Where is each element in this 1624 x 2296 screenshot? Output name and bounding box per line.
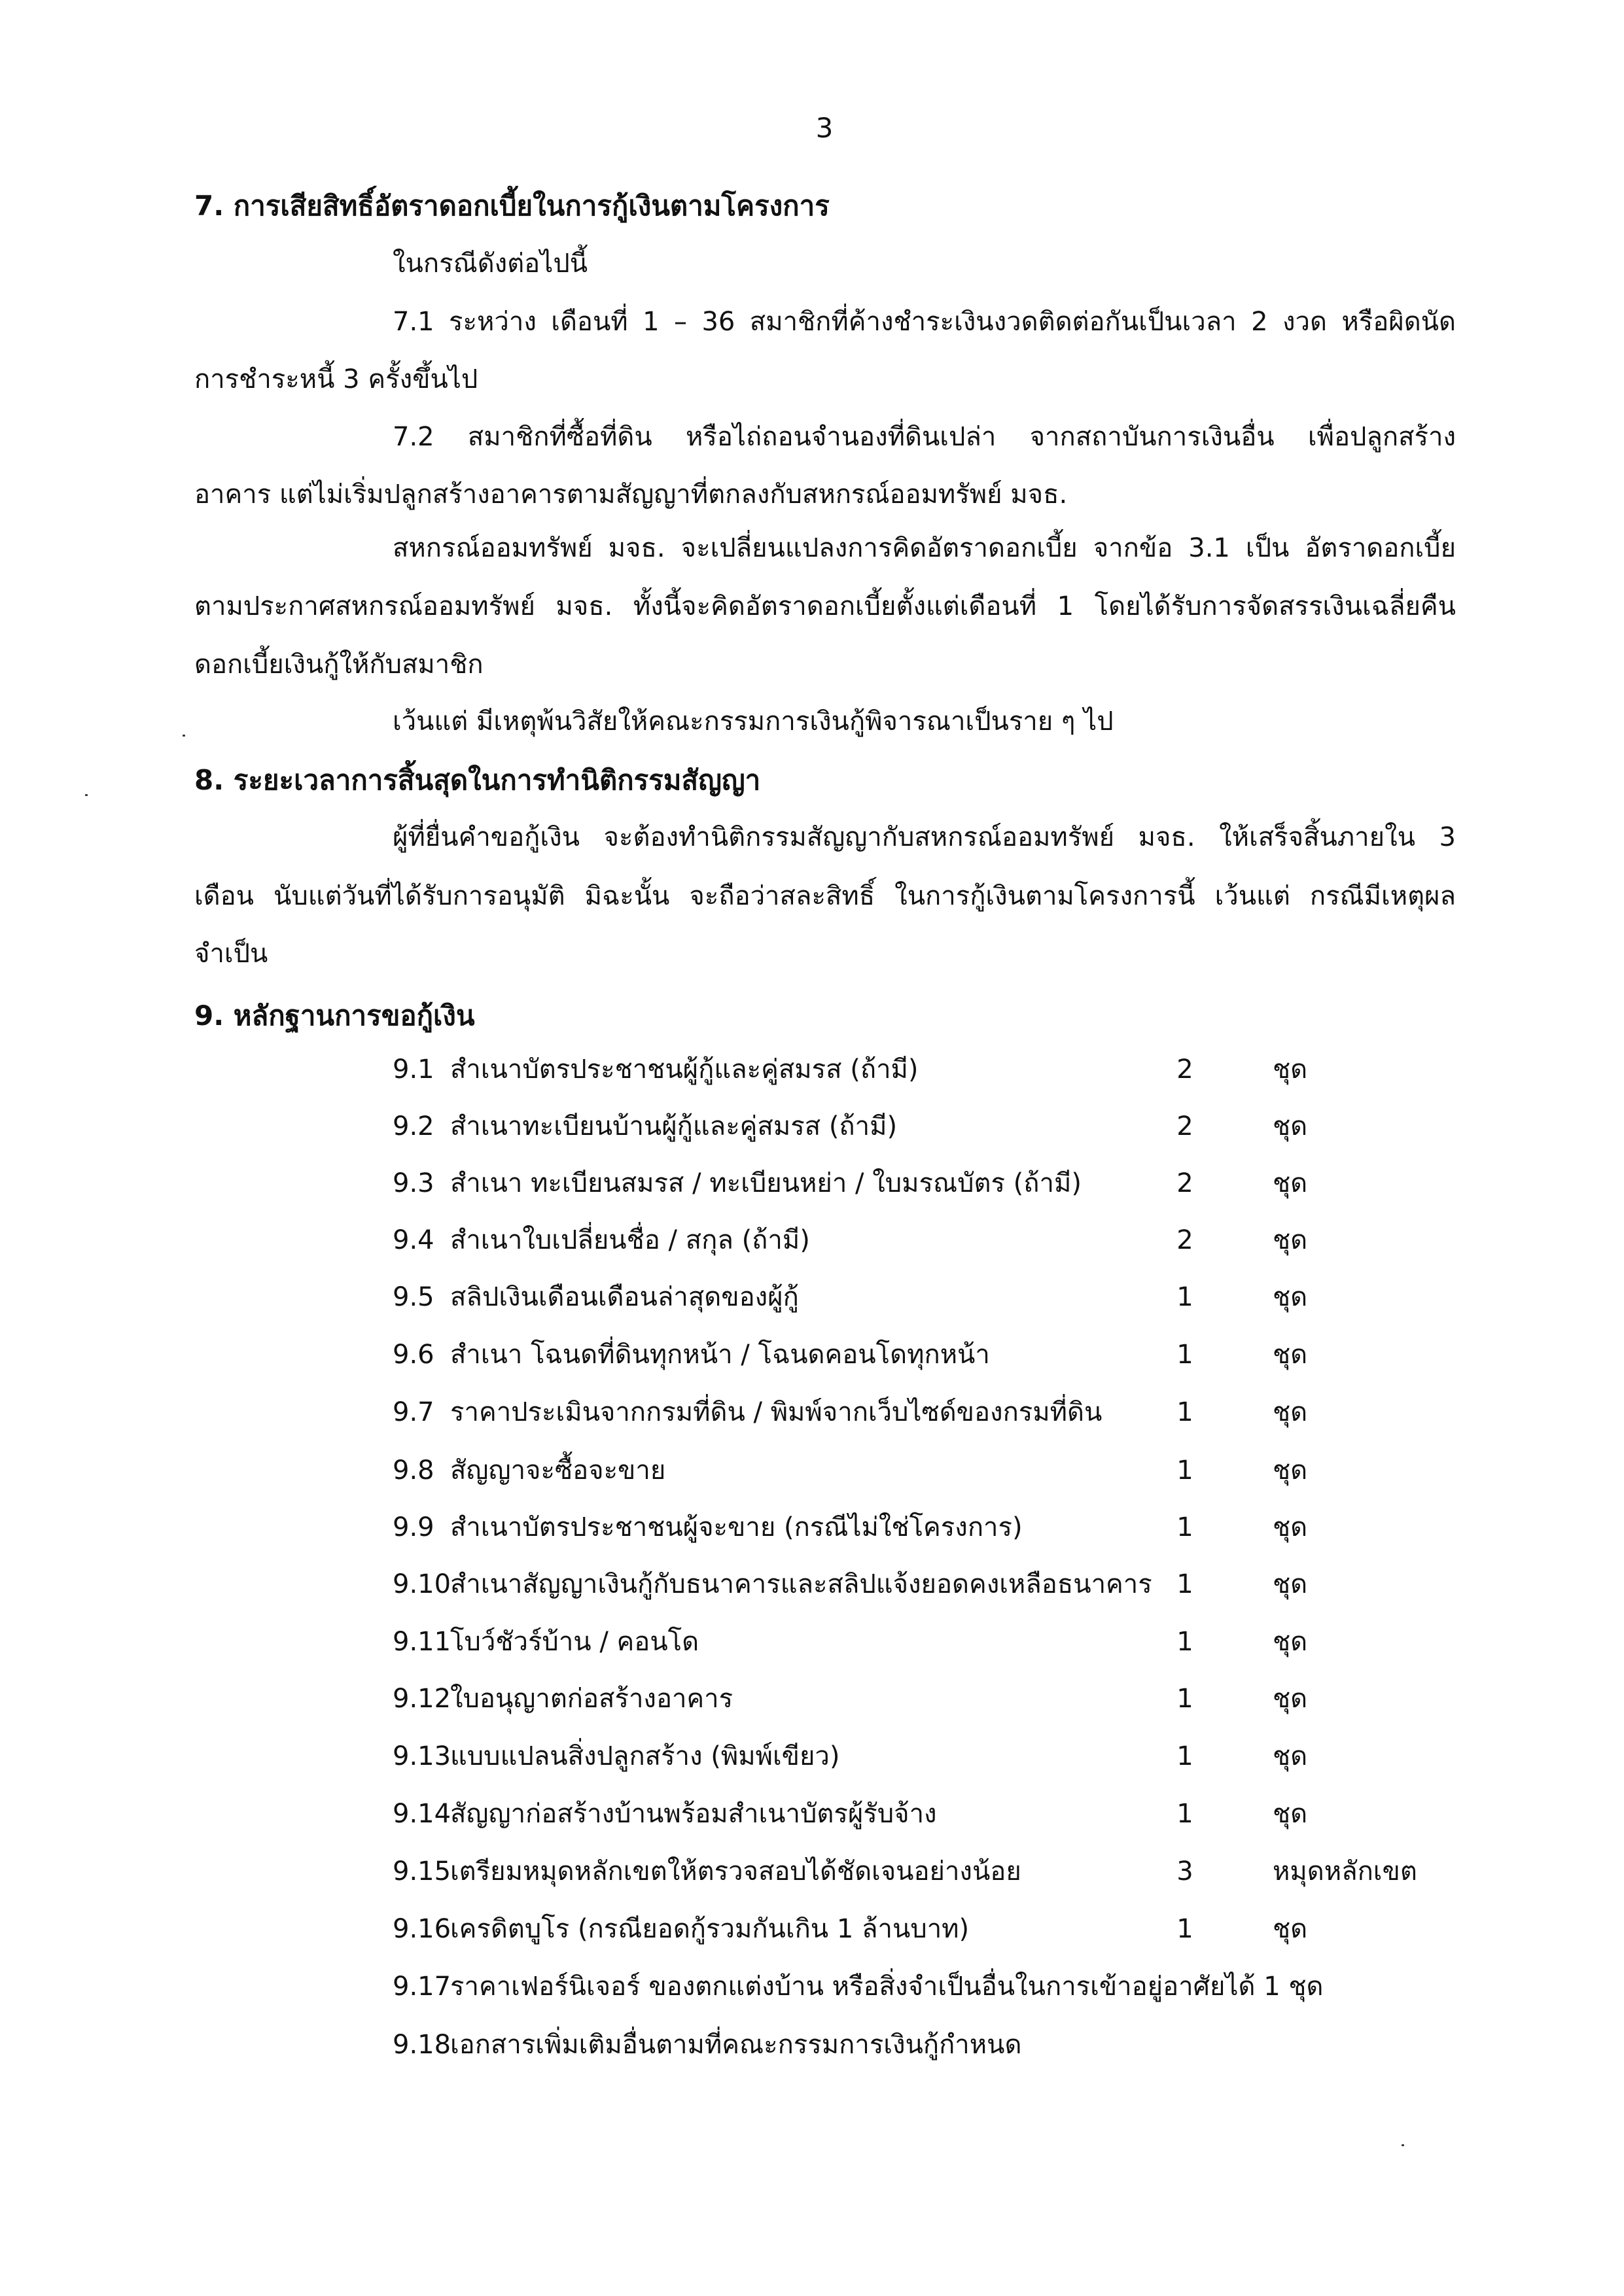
item-number: 9.5 [393, 1282, 434, 1312]
item-quantity: 1 [1176, 1914, 1193, 1944]
item-unit: ชุด [1273, 1397, 1308, 1427]
item-number: 9.3 [393, 1168, 434, 1198]
list-item [393, 1278, 1505, 1317]
item-label: สำเนา ทะเบียนสมรส / ทะเบียนหย่า / ใบมรณบัตร (ถ้ามี) [450, 1168, 1082, 1198]
list-item [393, 1565, 1505, 1604]
section-8-line-1: ผู้ที่ยื่นคำขอกู้เงิน จะต้องทำนิติกรรมสัญญากับสหกรณ์ออมทรัพย์ มจธ. ให้เสร็จสิ้นภายใน 3 [393, 822, 1456, 852]
item-number: 9.2 [393, 1111, 434, 1141]
section-7-2-line-1: 7.2 สมาชิกที่ซื้อที่ดิน หรือไถ่ถอนจำนองที่ดินเปล่า จากสถาบันการเงินอื่น เพื่อปลูกสร้าง [393, 422, 1456, 452]
item-quantity: 1 [1176, 1627, 1193, 1657]
item-number: 9.13 [393, 1741, 451, 1771]
item-label: ราคาประเมินจากกรมที่ดิน / พิมพ์จากเว็บไซด์ของกรมที่ดิน [450, 1397, 1103, 1427]
item-unit: ชุด [1273, 1340, 1308, 1370]
list-item [393, 1107, 1505, 1146]
section-7-3-line-3: ดอกเบี้ยเงินกู้ให้กับสมาชิก [194, 650, 484, 680]
item-number: 9.10 [393, 1569, 451, 1599]
item-number: 9.11 [393, 1627, 451, 1657]
scan-speck [183, 735, 185, 737]
item-label: สำเนาบัตรประชาชนผู้กู้และคู่สมรส (ถ้ามี) [450, 1054, 919, 1085]
item-unit: ชุด [1273, 1512, 1308, 1542]
item-label: สำเนาทะเบียนบ้านผู้กู้และคู่สมรส (ถ้ามี) [450, 1111, 898, 1141]
item-quantity: 1 [1176, 1741, 1193, 1771]
item-quantity: 1 [1176, 1799, 1193, 1829]
item-quantity: 3 [1176, 1856, 1193, 1887]
item-label: สำเนา โฉนดที่ดินทุกหน้า / โฉนดคอนโดทุกหน้า [450, 1340, 990, 1370]
list-item [393, 1221, 1505, 1260]
list-item [393, 1622, 1505, 1661]
item-number: 9.16 [393, 1914, 451, 1944]
section-7-4-line-1: เว้นแต่ มีเหตุพ้นวิสัยให้คณะกรรมการเงินกู้พิจารณาเป็นราย ๆ ไป [393, 706, 1114, 737]
item-unit: ชุด [1273, 1111, 1308, 1141]
item-quantity: 2 [1176, 1225, 1193, 1255]
item-number: 9.17 [393, 1972, 451, 2002]
item-number: 9.12 [393, 1684, 451, 1714]
scan-speck [85, 794, 88, 796]
item-label: โบว์ชัวร์บ้าน / คอนโด [450, 1627, 699, 1657]
list-item [393, 1909, 1505, 1949]
item-unit: หมุดหลักเขต [1273, 1856, 1417, 1887]
item-label: สัญญาก่อสร้างบ้านพร้อมสำเนาบัตรผู้รับจ้าง [450, 1799, 937, 1829]
item-quantity: 1 [1176, 1684, 1193, 1714]
section-7-1-line-2: การชำระหนี้ 3 ครั้งขึ้นไป [194, 364, 478, 394]
item-number: 9.8 [393, 1455, 434, 1486]
section-9-heading: 9. หลักฐานการขอกู้เงิน [194, 1000, 475, 1032]
list-item [393, 1737, 1505, 1776]
list-item [393, 1335, 1505, 1374]
list-item [393, 1967, 1505, 2006]
scan-speck [1402, 2144, 1404, 2146]
item-number: 9.18 [393, 2030, 451, 2060]
list-item [393, 1852, 1505, 1891]
section-7-3-line-2: ตามประกาศสหกรณ์ออมทรัพย์ มจธ. ทั้งนี้จะคิดอัตราดอกเบี้ยตั้งแต่เดือนที่ 1 โดยได้รับการจัดสรรเงินเฉลี่ยคืน [194, 591, 1456, 621]
list-item [393, 1451, 1505, 1490]
item-label: สัญญาจะซื้อจะขาย [450, 1455, 666, 1486]
item-quantity: 2 [1176, 1111, 1193, 1141]
item-number: 9.14 [393, 1799, 451, 1829]
item-number: 9.15 [393, 1856, 451, 1887]
item-unit: ชุด [1273, 1054, 1308, 1085]
section-7-intro: ในกรณีดังต่อไปนี้ [393, 249, 588, 279]
list-item [393, 1393, 1505, 1432]
section-7-heading: 7. การเสียสิทธิ์อัตราดอกเบี้ยในการกู้เงินตามโครงการ [194, 190, 830, 222]
item-quantity: 2 [1176, 1168, 1193, 1198]
item-unit: ชุด [1273, 1799, 1308, 1829]
list-item [393, 1794, 1505, 1834]
item-label: สำเนาสัญญาเงินกู้กับธนาคารและสลิปแจ้งยอดคงเหลือธนาคาร [450, 1569, 1152, 1599]
section-8-heading: 8. ระยะเวลาการสิ้นสุดในการทำนิติกรรมสัญญา [194, 764, 761, 796]
item-label: เอกสารเพิ่มเติมอื่นตามที่คณะกรรมการเงินกู้กำหนด [450, 2030, 1022, 2060]
list-item [393, 1050, 1505, 1089]
item-label: สำเนาใบเปลี่ยนชื่อ / สกุล (ถ้ามี) [450, 1225, 810, 1255]
list-item [393, 1679, 1505, 1718]
item-quantity: 1 [1176, 1340, 1193, 1370]
item-number: 9.9 [393, 1512, 434, 1542]
list-item [393, 1508, 1505, 1547]
item-label: ราคาเฟอร์นิเจอร์ ของตกแต่งบ้าน หรือสิ่งจำเป็นอื่นในการเข้าอยู่อาศัยได้ 1 ชุด [450, 1972, 1324, 2002]
item-unit: ชุด [1273, 1455, 1308, 1486]
section-7-1-line-1: 7.1 ระหว่าง เดือนที่ 1 – 36 สมาชิกที่ค้างชำระเงินงวดติดต่อกันเป็นเวลา 2 งวด หรือผิดนัด [393, 307, 1456, 337]
list-item [393, 2025, 1505, 2064]
item-number: 9.4 [393, 1225, 434, 1255]
item-unit: ชุด [1273, 1168, 1308, 1198]
item-number: 9.1 [393, 1054, 434, 1085]
item-label: ใบอนุญาตก่อสร้างอาคาร [450, 1684, 733, 1714]
item-quantity: 1 [1176, 1397, 1193, 1427]
item-label: แบบแปลนสิ่งปลูกสร้าง (พิมพ์เขียว) [450, 1741, 840, 1771]
section-8-line-3: จำเป็น [194, 939, 268, 969]
item-quantity: 1 [1176, 1569, 1193, 1599]
section-7-2-line-2: อาคาร แต่ไม่เริ่มปลูกสร้างอาคารตามสัญญาที่ตกลงกับสหกรณ์ออมทรัพย์ มจธ. [194, 479, 1068, 510]
item-unit: ชุด [1273, 1569, 1308, 1599]
item-quantity: 2 [1176, 1054, 1193, 1085]
list-item [393, 1164, 1505, 1203]
page-number: 3 [815, 112, 834, 144]
item-unit: ชุด [1273, 1741, 1308, 1771]
item-label: สำเนาบัตรประชาชนผู้จะขาย (กรณีไม่ใช่โครงการ) [450, 1512, 1023, 1542]
item-unit: ชุด [1273, 1914, 1308, 1944]
item-unit: ชุด [1273, 1282, 1308, 1312]
item-unit: ชุด [1273, 1627, 1308, 1657]
item-unit: ชุด [1273, 1684, 1308, 1714]
item-quantity: 1 [1176, 1512, 1193, 1542]
item-label: เตรียมหมุดหลักเขตให้ตรวจสอบได้ชัดเจนอย่างน้อย [450, 1856, 1021, 1887]
item-quantity: 1 [1176, 1455, 1193, 1486]
section-8-line-2: เดือน นับแต่วันที่ได้รับการอนุมัติ มิฉะนั้น จะถือว่าสละสิทธิ์ ในการกู้เงินตามโครงการนี้ เว้นแต่ กรณีมีเหตุผล [194, 881, 1456, 911]
item-number: 9.7 [393, 1397, 434, 1427]
item-number: 9.6 [393, 1340, 434, 1370]
item-label: เครดิตบูโร (กรณียอดกู้รวมกันเกิน 1 ล้านบาท) [450, 1914, 970, 1944]
section-7-3-line-1: สหกรณ์ออมทรัพย์ มจธ. จะเปลี่ยนแปลงการคิดอัตราดอกเบี้ย จากข้อ 3.1 เป็น อัตราดอกเบี้ย [393, 533, 1456, 563]
item-label: สลิปเงินเดือนเดือนล่าสุดของผู้กู้ [450, 1282, 799, 1312]
item-unit: ชุด [1273, 1225, 1308, 1255]
item-quantity: 1 [1176, 1282, 1193, 1312]
